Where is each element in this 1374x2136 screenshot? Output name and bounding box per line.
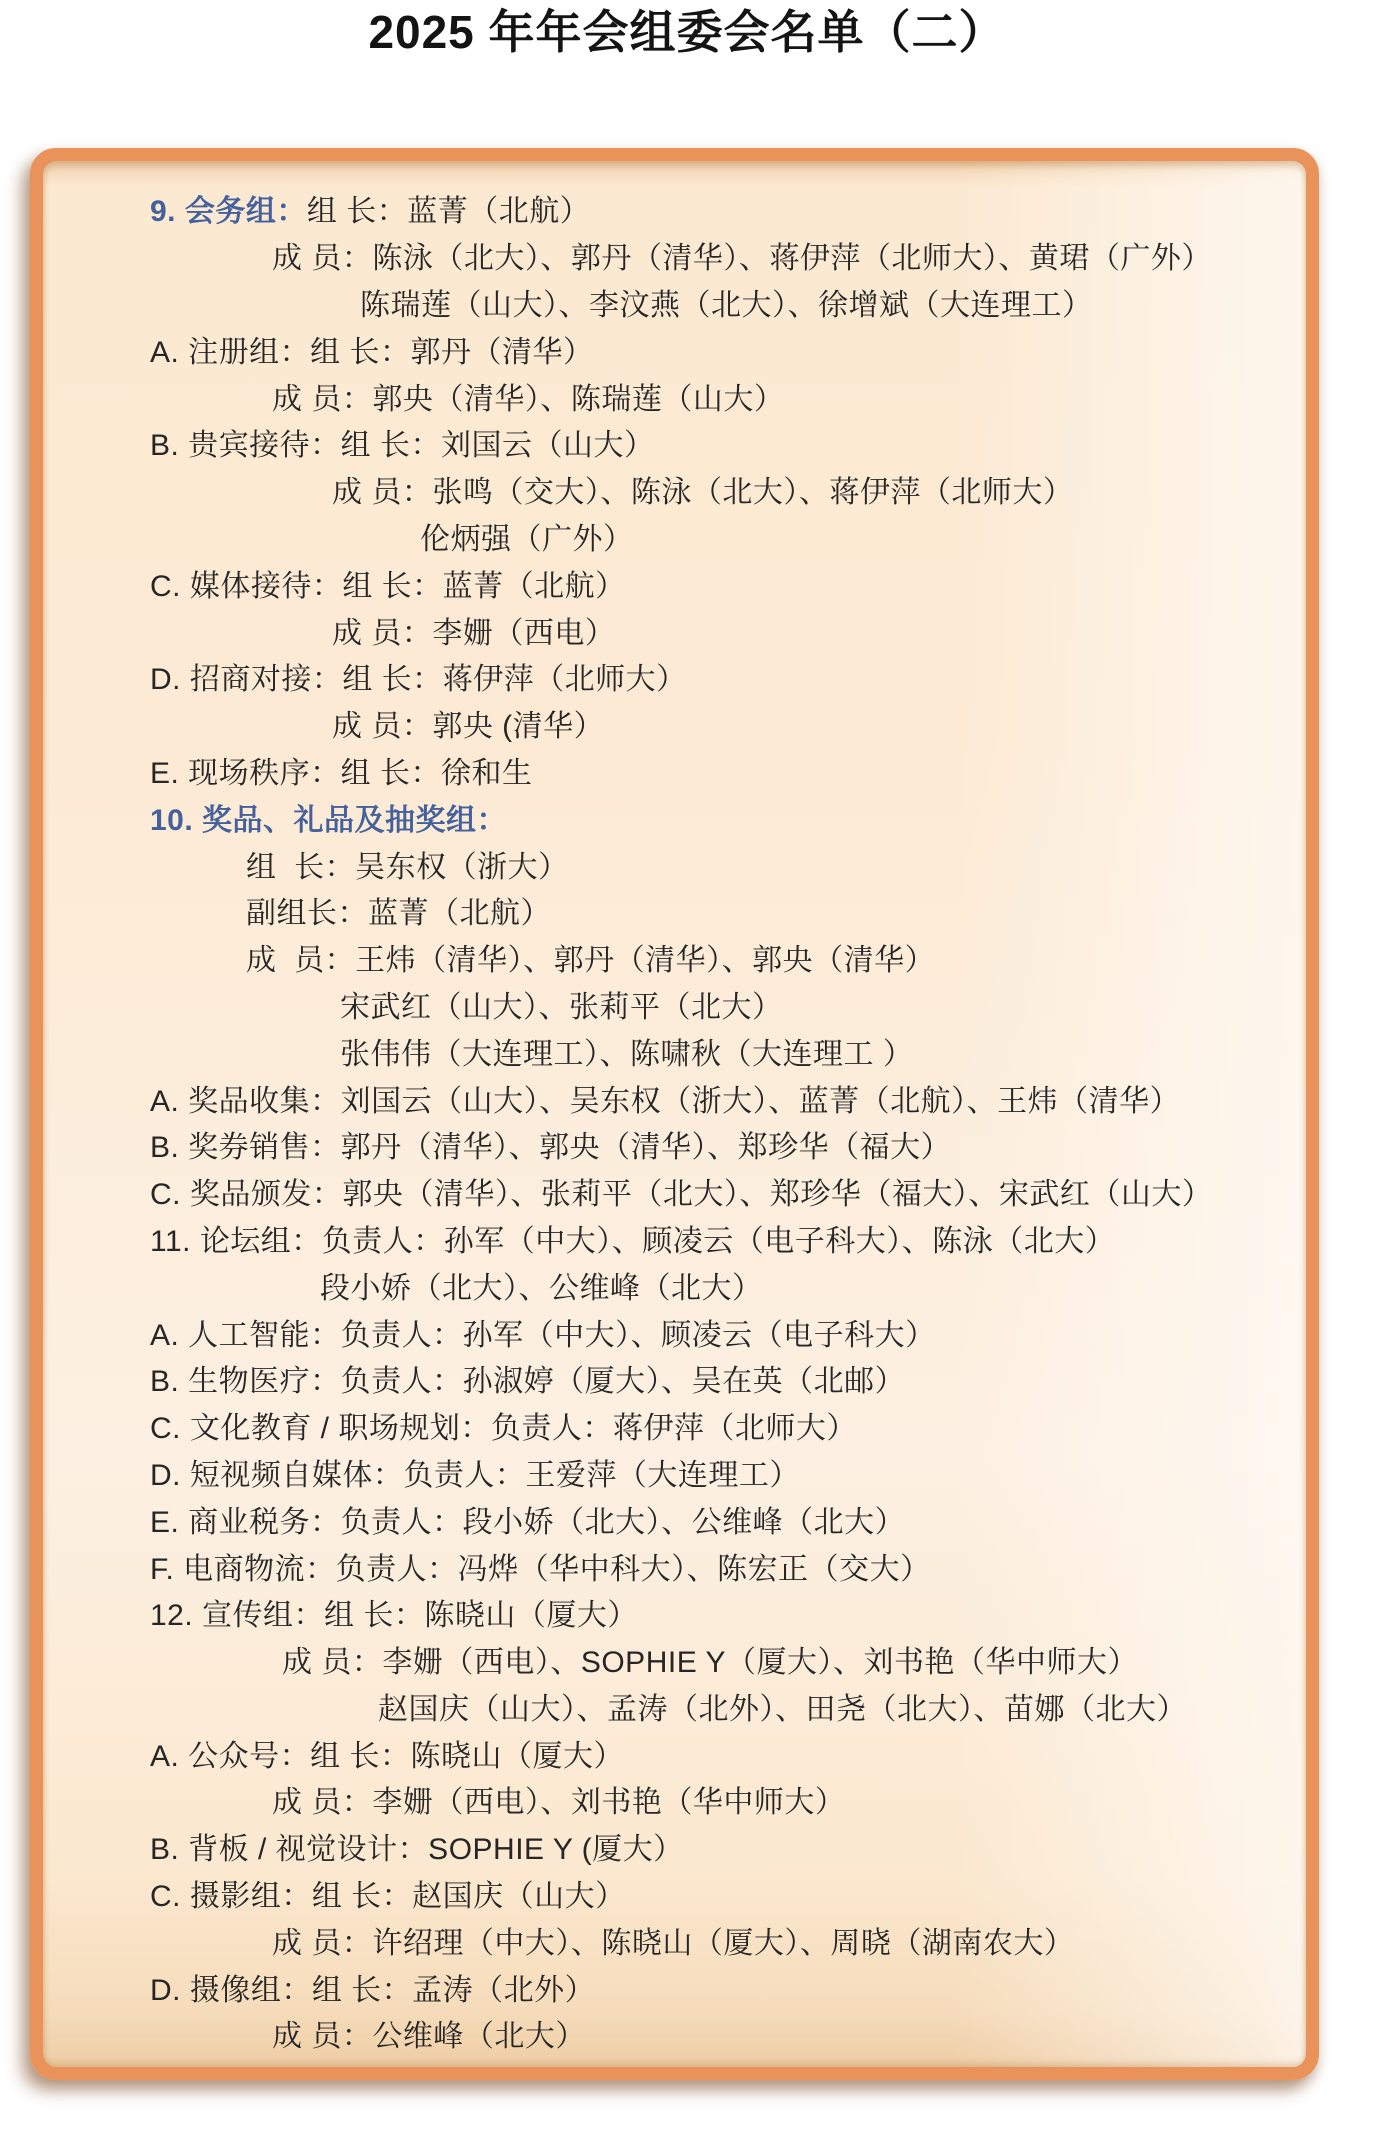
list-line xyxy=(43,1823,1306,1870)
line-text: 成 员：李姗（西电） xyxy=(332,616,616,650)
list-line xyxy=(43,2010,1306,2057)
line-text: 成 员：王炜（清华）、郭丹（清华）、郭央（清华） xyxy=(246,944,936,978)
line-text: A. 奖品收集：刘国云（山大）、吴东权（浙大）、蓝菁（北航）、王炜（清华） xyxy=(150,1084,1181,1118)
list-line xyxy=(43,1636,1306,1683)
line-text: 组 长：吴东权（浙大） xyxy=(246,850,569,884)
list-line xyxy=(43,1261,1306,1308)
line-text: 成 员：公维峰（北大） xyxy=(272,2020,586,2054)
list-line xyxy=(43,1916,1306,1963)
line-text: B. 奖券销售：郭丹（清华）、郭央（清华）、郑珍华（福大） xyxy=(150,1131,952,1165)
list-line xyxy=(43,887,1306,934)
line-text: C. 媒体接待：组 长：蓝菁（北航） xyxy=(150,569,626,603)
list-line xyxy=(43,232,1306,279)
list-line xyxy=(43,1870,1306,1917)
list-line xyxy=(43,185,1306,232)
list-line xyxy=(43,934,1306,981)
list-line xyxy=(43,1027,1306,1074)
line-text: 陈瑞莲（山大）、李汶燕（北大）、徐增斌（大连理工） xyxy=(360,288,1093,322)
line-text: C. 文化教育 / 职场规划：负责人：蒋伊萍（北师大） xyxy=(150,1412,857,1446)
list-line xyxy=(43,1683,1306,1730)
line-text: A. 人工智能：负责人：孙军（中大）、顾凌云（电子科大） xyxy=(150,1318,936,1352)
line-text: 11. 论坛组：负责人：孙军（中大）、顾凌云（电子科大）、陈泳（北大） xyxy=(150,1224,1116,1258)
line-text: 成 员：陈泳（北大）、郭丹（清华）、蒋伊萍（北师大）、黄珺（广外） xyxy=(272,242,1212,276)
line-text: 赵国庆（山大）、孟涛（北外）、田尧（北大）、苗娜（北大） xyxy=(378,1692,1187,1726)
list-line xyxy=(43,466,1306,513)
list-line xyxy=(43,981,1306,1028)
page-title: 2025 年年会组委会名单（二） xyxy=(368,6,1006,58)
line-text: 成 员：李姗（西电）、刘书艳（华中师大） xyxy=(272,1786,846,1820)
line-text: 宋武红（山大）、张莉平（北大） xyxy=(340,990,783,1024)
list-line xyxy=(43,325,1306,372)
list-line xyxy=(43,1168,1306,1215)
line-text: A. 注册组：组 长：郭丹（清华） xyxy=(150,335,594,369)
line-text: 张伟伟（大连理工）、陈啸秋（大连理工 ） xyxy=(340,1037,914,1071)
line-text: 段小娇（北大）、公维峰（北大） xyxy=(320,1271,763,1305)
list-line xyxy=(43,1449,1306,1496)
line-text: D. 招商对接：组 长：蒋伊萍（北师大） xyxy=(150,663,687,697)
line-text: E. 商业税务：负责人：段小娇（北大）、公维峰（北大） xyxy=(150,1505,906,1539)
list-line xyxy=(43,513,1306,560)
list-line xyxy=(43,1729,1306,1776)
line-text: 成 员：郭央 (清华） xyxy=(332,710,605,744)
line-text: E. 现场秩序：组 长：徐和生 xyxy=(150,756,533,790)
line-text: 12. 宣传组：组 长：陈晓山（厦大） xyxy=(150,1599,638,1633)
line-text: 副组长：蓝菁（北航） xyxy=(246,897,551,931)
list-line xyxy=(43,419,1306,466)
list-line xyxy=(43,279,1306,326)
line-text: B. 生物医疗：负责人：孙淑婷（厦大）、吴在英（北邮） xyxy=(150,1365,906,1399)
line-text: 成 员：郭央（清华）、陈瑞莲（山大） xyxy=(272,382,785,416)
line-text: 成 员：许绍理（中大）、陈晓山（厦大）、周晓（湖南农大） xyxy=(272,1926,1075,1960)
list-line xyxy=(43,1963,1306,2010)
line-text: 成 员：李姗（西电）、SOPHIE Y（厦大）、刘书艳（华中师大） xyxy=(282,1646,1139,1680)
line-text: B. 贵宾接待：组 长：刘国云（山大） xyxy=(150,429,655,463)
list-line xyxy=(43,1355,1306,1402)
committee-card xyxy=(30,148,1319,2080)
list-line xyxy=(43,840,1306,887)
line-text: D. 短视频自媒体：负责人：王爱萍（大连理工） xyxy=(150,1458,800,1492)
line-text: B. 背板 / 视觉设计：SOPHIE Y (厦大） xyxy=(150,1833,684,1867)
list-line xyxy=(43,1542,1306,1589)
line-text: A. 公众号：组 长：陈晓山（厦大） xyxy=(150,1739,625,1773)
list-line xyxy=(43,559,1306,606)
list-line xyxy=(43,1121,1306,1168)
line-text: F. 电商物流：负责人：冯烨（华中科大）、陈宏正（交大） xyxy=(150,1552,931,1586)
list-line xyxy=(43,1402,1306,1449)
section-heading: 9. 会务组： xyxy=(150,195,307,229)
line-text: D. 摄像组：组 长：孟涛（北外） xyxy=(150,1973,596,2007)
line-text: C. 奖品颁发：郭央（清华）、张莉平（北大）、郑珍华（福大）、宋武红（山大） xyxy=(150,1178,1213,1212)
list-line xyxy=(43,700,1306,747)
list-line xyxy=(43,1589,1306,1636)
committee-list xyxy=(43,161,1306,2067)
section-heading: 10. 奖品、礼品及抽奖组： xyxy=(150,803,508,837)
list-line xyxy=(43,747,1306,794)
list-line xyxy=(43,1776,1306,1823)
list-line xyxy=(43,1308,1306,1355)
line-text: 组 长：蓝菁（北航） xyxy=(306,195,591,229)
line-text: 成 员：张鸣（交大）、陈泳（北大）、蒋伊萍（北师大） xyxy=(332,476,1074,510)
list-line xyxy=(43,793,1306,840)
list-line xyxy=(43,1074,1306,1121)
list-line xyxy=(43,372,1306,419)
list-line xyxy=(43,653,1306,700)
list-line xyxy=(43,1495,1306,1542)
line-text: 伦炳强（广外） xyxy=(420,522,634,556)
list-line xyxy=(43,606,1306,653)
list-line xyxy=(43,1215,1306,1262)
line-text: C. 摄影组：组 长：赵国庆（山大） xyxy=(150,1880,626,1914)
